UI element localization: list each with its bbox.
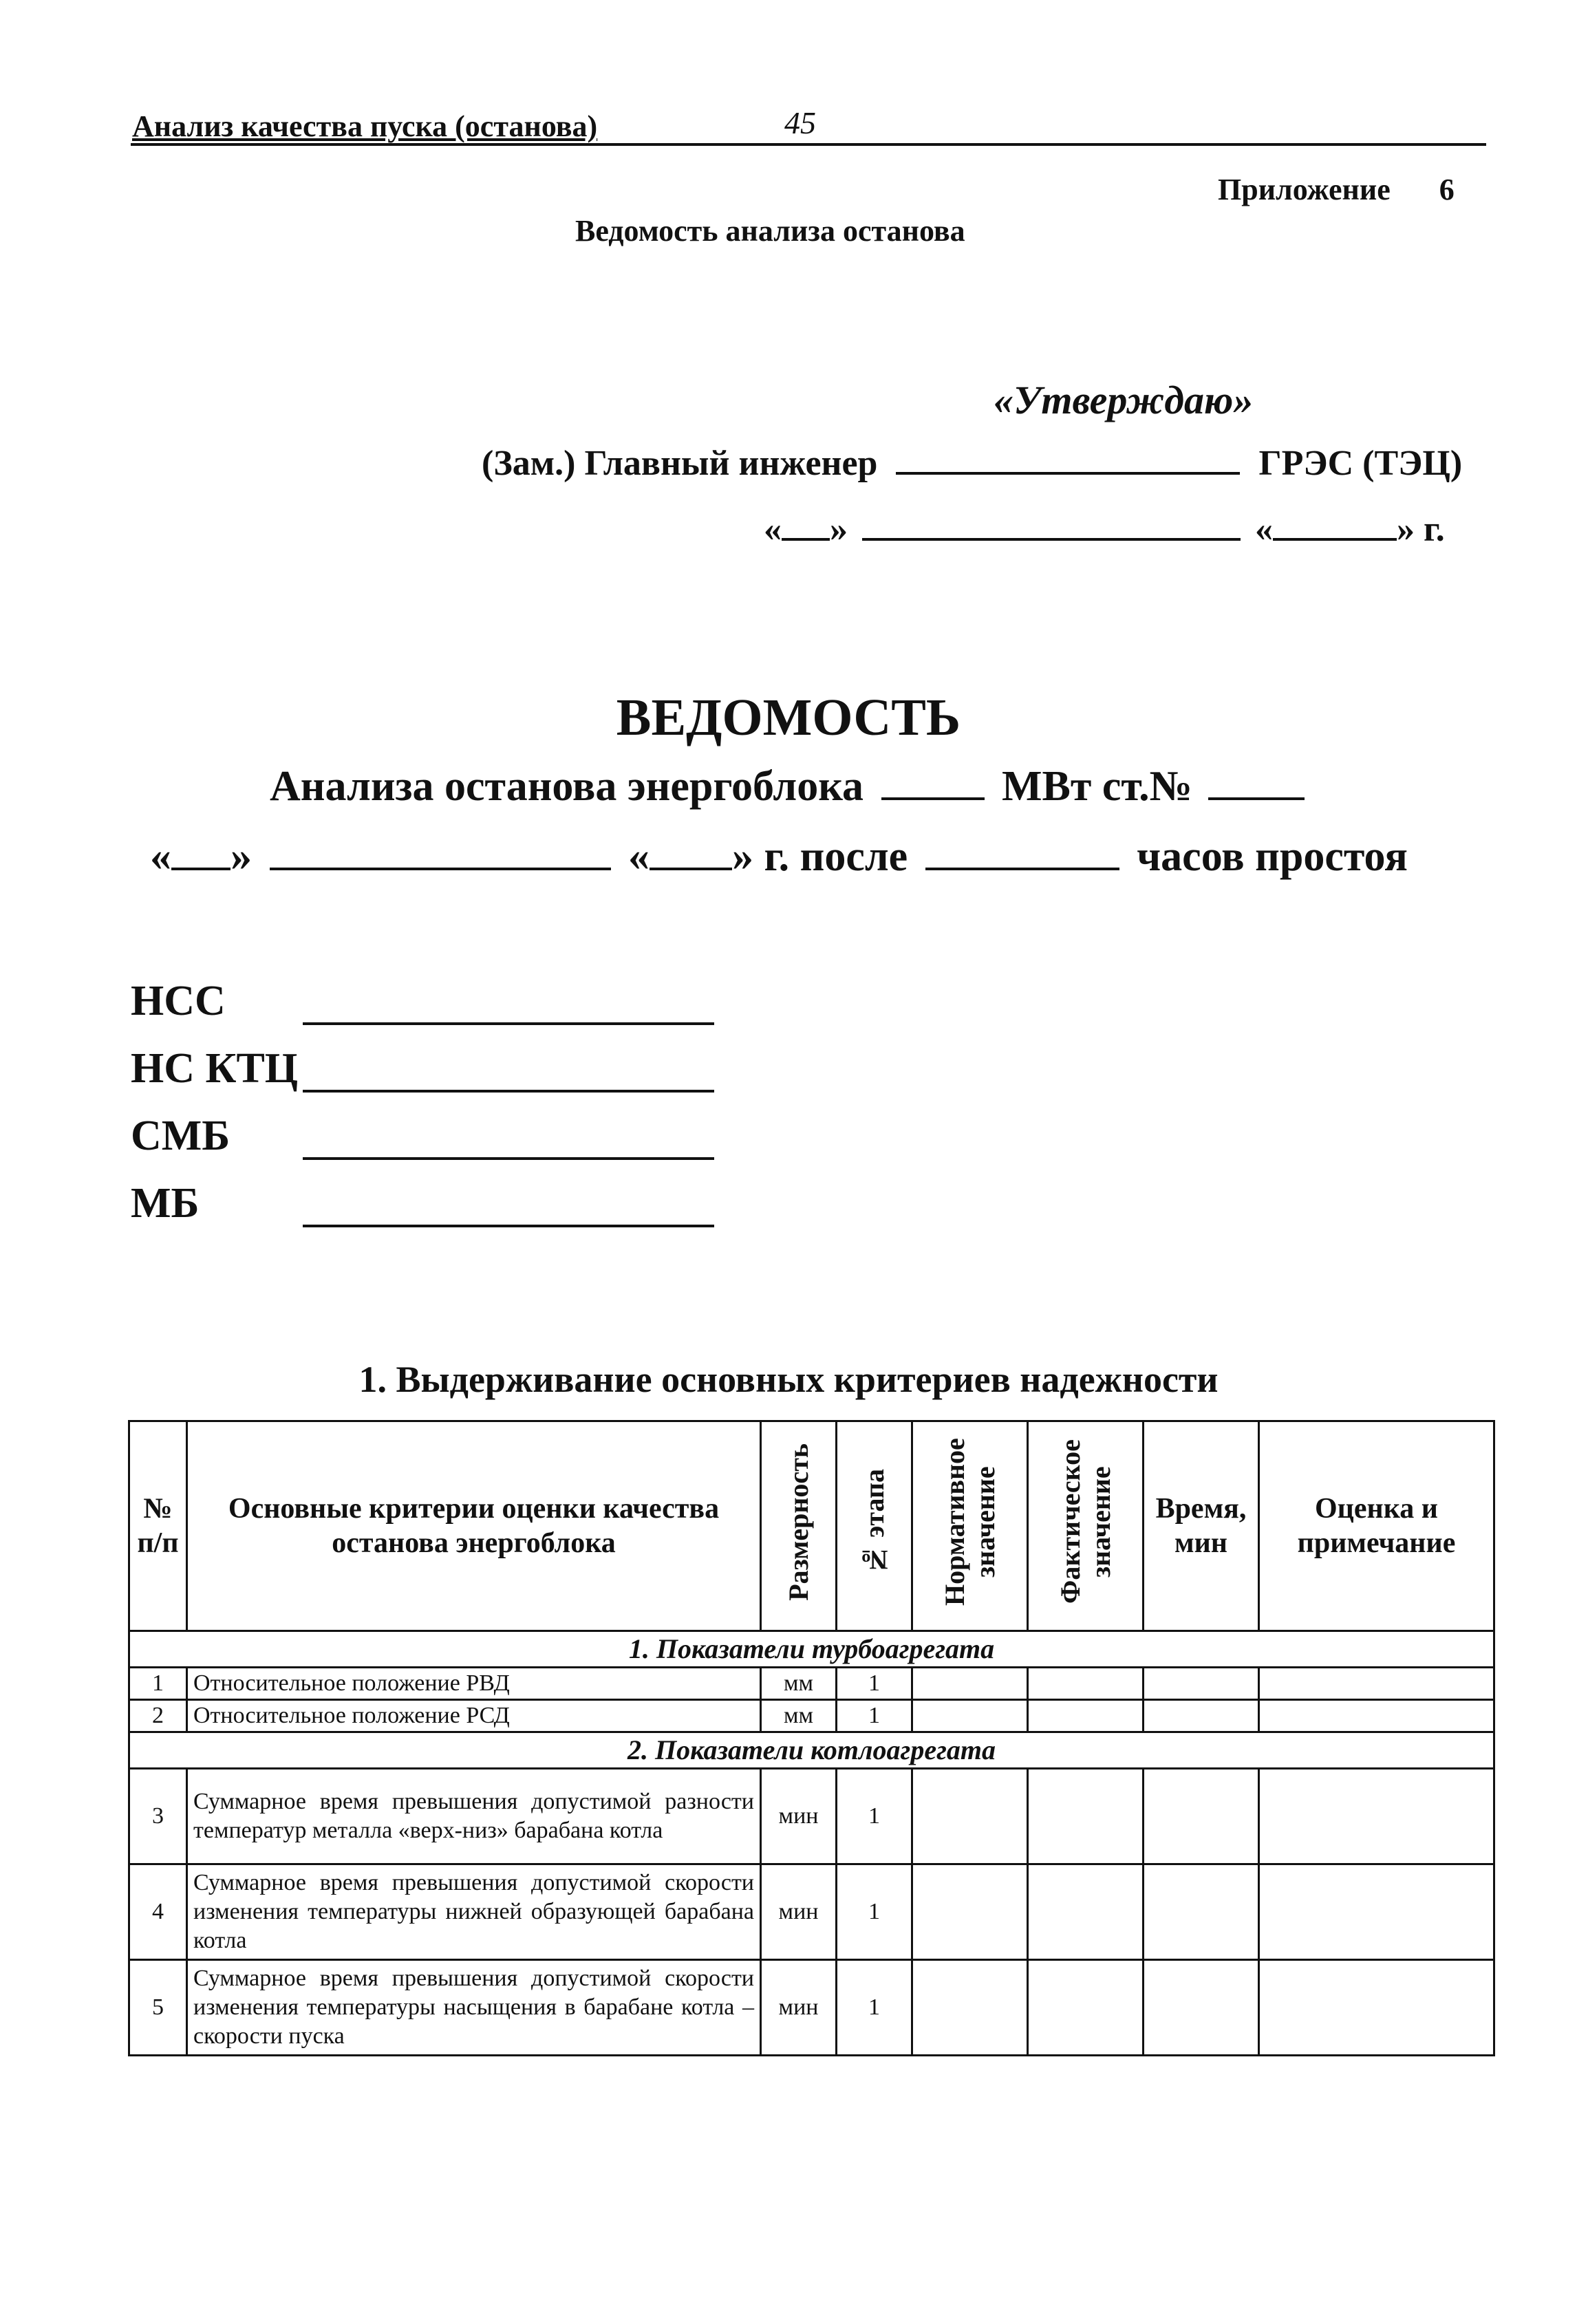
year-blank <box>1273 538 1397 541</box>
year-suffix: » г. <box>1397 510 1445 549</box>
row-time[interactable] <box>1144 1668 1259 1700</box>
row-actual[interactable] <box>1028 1668 1144 1700</box>
row-actual[interactable] <box>1028 1960 1144 2056</box>
row-actual[interactable] <box>1028 1700 1144 1732</box>
row-normative[interactable] <box>912 1668 1028 1700</box>
header-evaluation: Оценка и примечание <box>1259 1421 1494 1631</box>
header-normative-text: Нормативное значение <box>938 1438 1000 1606</box>
subtitle-part2: МВт ст.№ <box>1002 763 1192 810</box>
document-date-line <box>150 832 1408 881</box>
appendix-label-text: Приложение <box>1218 173 1391 206</box>
document-title: ВЕДОМОСТЬ <box>616 689 961 746</box>
row-unit: мин <box>761 1769 837 1864</box>
table-row <box>129 1668 1494 1700</box>
appendix-subtitle: Ведомость анализа останова <box>575 214 965 248</box>
page-number: 45 <box>784 105 816 140</box>
row-normative[interactable] <box>912 1700 1028 1732</box>
approval-engineer-line <box>482 443 1462 484</box>
signature-line-ns-ktc <box>303 1090 714 1093</box>
station-number-blank <box>1208 797 1305 800</box>
row-unit: мин <box>761 1960 837 2056</box>
year-open-quote: « <box>1255 510 1273 549</box>
row-criterion: Относительное положение РВД <box>187 1668 761 1700</box>
row-stage: 1 <box>837 1960 912 2056</box>
row-normative[interactable] <box>912 1960 1028 2056</box>
doc-year-blank <box>650 868 732 870</box>
header-actual-text: Фактическое значение <box>1054 1439 1116 1604</box>
row-time[interactable] <box>1144 1700 1259 1732</box>
row-normative[interactable] <box>912 1769 1028 1864</box>
approval-title: «Утверждаю» <box>994 378 1254 422</box>
row-criterion: Суммарное время превышения допустимой скорости изменения температуры насыщения в барабане котла – скорости пуска <box>187 1960 761 2056</box>
row-unit: мм <box>761 1700 837 1732</box>
capacity-blank <box>881 797 985 800</box>
header-normative <box>912 1421 1028 1631</box>
doc-year-open: « <box>628 833 650 880</box>
engineer-label: (Зам.) Главный инженер <box>482 444 878 483</box>
month-blank <box>862 538 1241 541</box>
table-row <box>129 1864 1494 1960</box>
criteria-table <box>128 1420 1495 2056</box>
row-num: 2 <box>129 1700 187 1732</box>
row-stage: 1 <box>837 1700 912 1732</box>
date-open-quote: « <box>764 510 782 549</box>
header-stage-text: № этапа <box>858 1468 890 1575</box>
subtitle-part1: Анализа останова энергоблока <box>270 763 864 810</box>
row-num: 5 <box>129 1960 187 2056</box>
row-evaluation[interactable] <box>1259 1769 1494 1864</box>
header-actual <box>1028 1421 1144 1631</box>
appendix-number: 6 <box>1439 173 1455 206</box>
header-unit-text: Размерность <box>782 1443 814 1601</box>
signature-mb: МБ <box>131 1180 200 1227</box>
row-stage: 1 <box>837 1864 912 1960</box>
header-stage <box>837 1421 912 1631</box>
section-title-turbine: 1. Показатели турбоагрегата <box>129 1631 1494 1668</box>
header-unit <box>761 1421 837 1631</box>
hours-blank <box>925 868 1119 870</box>
table-row <box>129 1769 1494 1864</box>
section-title: 1. Выдерживание основных критериев надежности <box>358 1359 1219 1400</box>
section-row-turbine <box>129 1631 1494 1668</box>
row-evaluation[interactable] <box>1259 1864 1494 1960</box>
day-blank <box>782 538 830 541</box>
row-normative[interactable] <box>912 1864 1028 1960</box>
row-time[interactable] <box>1144 1769 1259 1864</box>
row-criterion: Суммарное время превышения допустимой скорости изменения температуры нижней образующей барабана котла <box>187 1864 761 1960</box>
row-evaluation[interactable] <box>1259 1668 1494 1700</box>
table-row <box>129 1700 1494 1732</box>
signature-line-smb <box>303 1157 714 1160</box>
row-time[interactable] <box>1144 1960 1259 2056</box>
approval-date-line <box>764 509 1445 550</box>
header-time: Время, мин <box>1144 1421 1259 1631</box>
row-evaluation[interactable] <box>1259 1700 1494 1732</box>
row-num: 1 <box>129 1668 187 1700</box>
row-stage: 1 <box>837 1668 912 1700</box>
row-actual[interactable] <box>1028 1864 1144 1960</box>
engineer-blank <box>896 472 1240 475</box>
appendix-label <box>1218 172 1455 207</box>
row-stage: 1 <box>837 1769 912 1864</box>
doc-date-close: » <box>230 833 252 880</box>
doc-month-blank <box>270 868 611 870</box>
hours-label: часов простоя <box>1137 833 1408 880</box>
signature-line-nss <box>303 1022 714 1025</box>
plant-label: ГРЭС (ТЭЦ) <box>1258 444 1463 483</box>
doc-year-suffix: » г. после <box>732 833 908 880</box>
row-num: 4 <box>129 1864 187 1960</box>
row-unit: мм <box>761 1668 837 1700</box>
row-num: 3 <box>129 1769 187 1864</box>
section-title-boiler: 2. Показатели котлоагрегата <box>129 1732 1494 1769</box>
header-rule <box>131 143 1486 146</box>
date-close-quote: » <box>830 510 848 549</box>
signature-ns-ktc: НС КТЦ <box>131 1045 299 1092</box>
signature-nss: НСС <box>131 978 226 1024</box>
table-row <box>129 1960 1494 2056</box>
row-evaluation[interactable] <box>1259 1960 1494 2056</box>
running-title: Анализ качества пуска (останова) <box>132 109 598 143</box>
signature-smb: СМБ <box>131 1112 230 1159</box>
row-criterion: Относительное положение РСД <box>187 1700 761 1732</box>
signature-line-mb <box>303 1225 714 1227</box>
row-unit: мин <box>761 1864 837 1960</box>
row-time[interactable] <box>1144 1864 1259 1960</box>
section-row-boiler <box>129 1732 1494 1769</box>
doc-date-open: « <box>150 833 171 880</box>
row-actual[interactable] <box>1028 1769 1144 1864</box>
document-subtitle <box>270 762 1305 811</box>
doc-day-blank <box>171 868 230 870</box>
header-criteria: Основные критерии оценки качества останова энергоблока <box>187 1421 761 1631</box>
table-header-row <box>129 1421 1494 1631</box>
header-num: № п/п <box>129 1421 187 1631</box>
row-criterion: Суммарное время превышения допустимой разности температур металла «верх-низ» барабана котла <box>187 1769 761 1864</box>
